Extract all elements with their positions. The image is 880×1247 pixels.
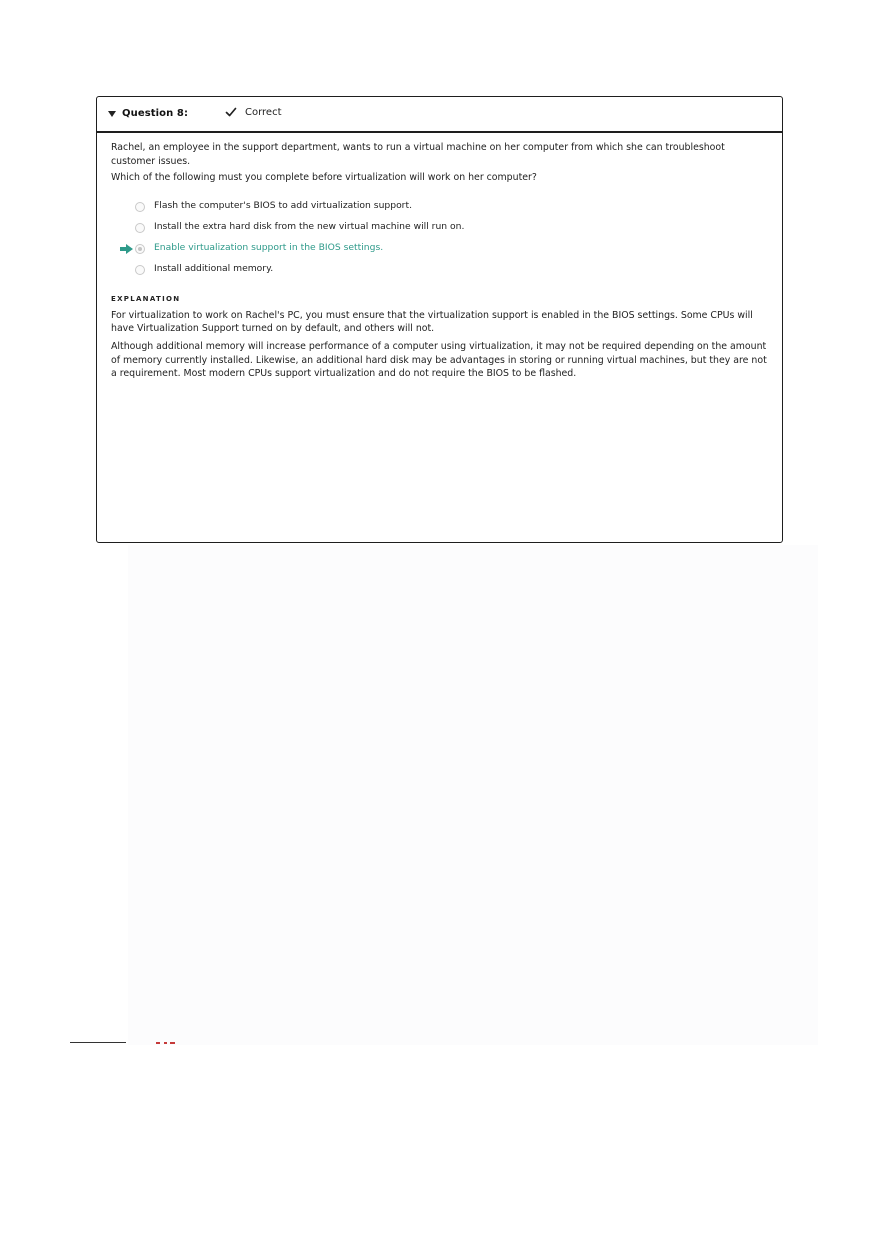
question-body — [97, 133, 782, 380]
footer-mark — [156, 1042, 176, 1045]
answer-radio[interactable] — [135, 265, 145, 275]
result-text: Correct — [245, 106, 282, 118]
answer-option[interactable] — [111, 199, 768, 220]
answer-option-text: Install additional memory. — [154, 263, 274, 275]
explanation-paragraph: For virtualization to work on Rachel's PC, you must ensure that the virtualization support is enabled in the BIOS settings. Some CPUs will have Virtualization Support turned on by default, and others will not. — [111, 309, 753, 334]
answer-list — [111, 199, 768, 284]
question-stem: Rachel, an employee in the support department, wants to run a virtual machine on her computer from which she can troubleshoot customer issues. — [111, 142, 725, 167]
page-background-panel — [128, 545, 818, 1045]
explanation-paragraph: Although additional memory will increase performance of a computer using virtualization, it may not be required depending on the amount of memory currently installed. Likewise, an additional hard disk may be advantages in storing or running virtual machines, but they are not a requirement. Most modern CPUs support virtualization and do not require the BIOS to be flashed. — [111, 341, 767, 379]
answer-option-text: Flash the computer's BIOS to add virtualization support. — [154, 199, 412, 211]
question-number-label: Question 8: — [122, 108, 189, 119]
footer-divider — [70, 1042, 126, 1043]
answer-option-text: Enable virtualization support in the BIOS settings. — [154, 242, 384, 254]
answer-radio[interactable] — [135, 223, 145, 233]
question-prompt: Which of the following must you complete before virtualization will work on her computer? — [111, 172, 537, 183]
answer-radio[interactable] — [135, 202, 145, 212]
check-icon — [225, 106, 237, 118]
answer-option-text: Install the extra hard disk from the new virtual machine will run on. — [154, 220, 465, 232]
question-header — [97, 97, 782, 133]
answer-option-correct[interactable] — [111, 241, 768, 262]
explanation-heading: EXPLANATION — [111, 294, 181, 303]
result-status — [225, 106, 282, 118]
answer-option[interactable] — [111, 262, 768, 283]
question-card — [96, 96, 783, 543]
arrow-right-icon — [120, 244, 133, 254]
caret-down-icon — [108, 111, 116, 117]
answer-radio-selected[interactable] — [135, 244, 145, 254]
answer-option[interactable] — [111, 220, 768, 241]
question-collapse-toggle[interactable] — [108, 108, 188, 119]
